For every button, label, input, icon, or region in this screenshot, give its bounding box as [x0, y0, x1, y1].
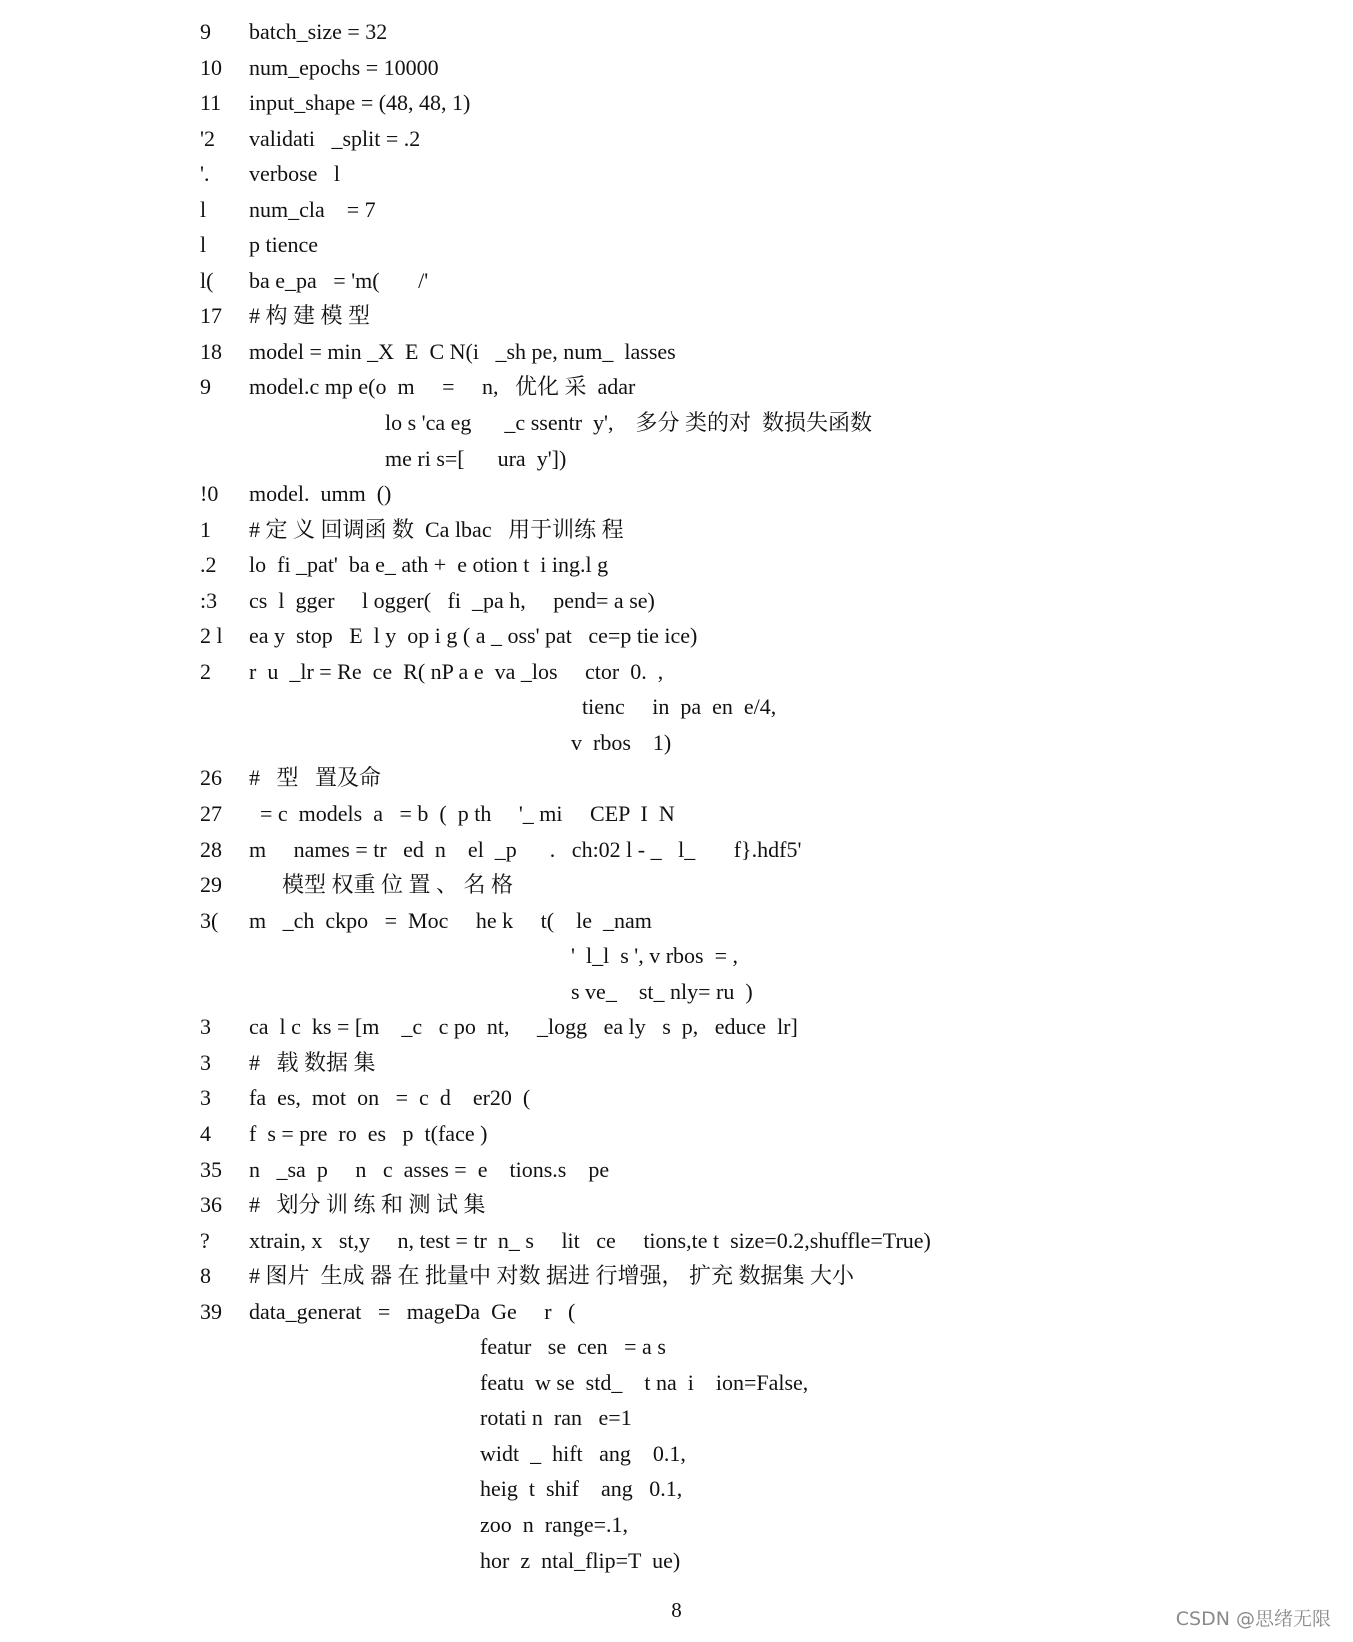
code-text: rotati n ran e=1 — [480, 1405, 632, 1431]
code-text: n _sa p n c asses = e tions.s pe — [249, 1156, 610, 1182]
code-text: zoo n range=.1, — [480, 1511, 629, 1537]
code-text: tienc in pa en e/4, — [571, 694, 777, 720]
code-text: # 载 数据 集 — [249, 1049, 376, 1075]
code-line — [200, 1223, 1330, 1259]
code-text: featur se cen = a s — [480, 1334, 666, 1360]
code-text: cs l gger l ogger( fi _pa h, pend= a se) — [249, 587, 655, 613]
code-line — [200, 547, 1330, 583]
code-line — [200, 405, 1330, 441]
code-line — [200, 938, 1330, 974]
code-line — [200, 1187, 1330, 1223]
code-text: r u _lr = Re ce R( nP a e va _los ctor 0. , — [249, 658, 664, 684]
code-text: # 划分 训 练 和 测 试 集 — [249, 1192, 486, 1218]
code-line — [200, 867, 1330, 903]
line-number: 3 — [200, 1085, 211, 1111]
code-text: num_cla = 7 — [249, 196, 376, 222]
line-number: 26 — [200, 765, 222, 791]
code-line — [200, 1365, 1330, 1401]
code-line — [200, 512, 1330, 548]
line-number: .2 — [200, 552, 217, 578]
watermark: CSDN @思绪无限 — [1175, 1608, 1331, 1630]
code-text: model. umm () — [249, 481, 392, 507]
code-text: me ri s=[ ura y']) — [385, 445, 567, 471]
line-number: 4 — [200, 1120, 211, 1146]
line-number: :3 — [200, 587, 218, 613]
code-line — [200, 689, 1330, 725]
line-number: 9 — [200, 19, 211, 44]
code-text: verbose l — [249, 161, 341, 187]
code-text: hor z ntal_flip=T ue) — [480, 1547, 681, 1573]
code-text: featu w se std_ t na i ion=False, — [480, 1369, 809, 1395]
line-number: 1 — [200, 516, 211, 542]
line-number: 3( — [200, 907, 219, 933]
line-number: 9 — [200, 374, 211, 400]
code-line — [200, 14, 1330, 50]
line-number: 11 — [200, 90, 222, 116]
code-line — [200, 227, 1330, 263]
code-line — [200, 121, 1330, 157]
code-text: v rbos 1) — [571, 729, 672, 755]
code-line — [200, 369, 1330, 405]
code-line — [200, 1471, 1330, 1507]
code-text: model = min _X E C N(i _sh pe, num_ lasses — [249, 338, 676, 364]
code-text: ' l_l s ', v rbos = , — [571, 943, 739, 969]
page-number: 8 — [671, 1598, 682, 1622]
code-text: xtrain, x st,y n, test = tr n_ s lit ce tions,te t size=0.2,shuffle=True) — [249, 1227, 931, 1253]
line-number: 18 — [200, 338, 222, 364]
code-text: m _ch ckpo = Moc he k t( le _nam — [249, 907, 652, 933]
code-text: p tience — [249, 232, 319, 258]
code-text: = c models a = b ( p th '_ mi CEP I N — [249, 801, 675, 827]
code-text: data_generat = mageDa Ge r ( — [249, 1298, 576, 1324]
line-number: 28 — [200, 836, 222, 862]
code-line — [200, 1543, 1330, 1579]
line-number: 3 — [200, 1049, 211, 1075]
line-number: 27 — [200, 801, 222, 827]
code-line — [200, 583, 1330, 619]
code-line — [200, 1258, 1330, 1294]
line-number: 10 — [200, 54, 222, 80]
line-number: 36 — [200, 1192, 222, 1218]
code-line — [200, 192, 1330, 228]
code-line — [200, 156, 1330, 192]
code-line — [200, 1080, 1330, 1116]
line-number: '. — [200, 161, 210, 187]
line-number: l — [200, 196, 207, 222]
code-text: validati _split = .2 — [249, 125, 421, 151]
code-text: ea y stop E l y op i g ( a _ oss' pat ce=p tie ice) — [249, 623, 698, 649]
line-number: ? — [200, 1227, 210, 1253]
code-line — [200, 1009, 1330, 1045]
code-line — [200, 1045, 1330, 1081]
code-line — [200, 1116, 1330, 1152]
code-text: batch_size = 32 — [249, 19, 388, 44]
code-text: s ve_ st_ nly= ru ) — [571, 978, 753, 1004]
code-text: 模型 权重 位 置 、 名 格 — [249, 872, 514, 898]
line-number: !0 — [200, 481, 219, 507]
code-text: # 构 建 模 型 — [249, 303, 371, 329]
code-text: # 型 置及命 — [249, 765, 382, 791]
line-number: '2 — [200, 125, 215, 151]
code-line — [200, 618, 1330, 654]
code-text: input_shape = (48, 48, 1) — [249, 90, 471, 116]
code-text: heig t shif ang 0.1, — [480, 1476, 683, 1502]
code-line — [200, 903, 1330, 939]
line-number: 35 — [200, 1156, 222, 1182]
code-text: ca l c ks = [m _c c po nt, _logg ea ly s p, educe lr] — [249, 1014, 798, 1040]
code-text: lo s 'ca eg _c ssentr y', 多分 类的对 数损失函数 — [385, 410, 872, 436]
code-line — [200, 476, 1330, 512]
line-number: l — [200, 232, 207, 258]
line-number: 2 — [200, 658, 211, 684]
code-line — [200, 832, 1330, 868]
code-text: ba e_pa = 'm( /' — [249, 267, 429, 293]
code-line — [200, 1152, 1330, 1188]
code-text: num_epochs = 10000 — [249, 54, 439, 80]
code-line — [200, 1400, 1330, 1436]
line-number: 29 — [200, 872, 222, 898]
code-line — [200, 796, 1330, 832]
code-line — [200, 263, 1330, 299]
code-text: m names = tr ed n el _p . ch:02 l - _ l_ f}.hdf5' — [249, 836, 802, 862]
line-number: 17 — [200, 303, 222, 329]
code-text: # 定 义 回调函 数 Ca lbac 用于训练 程 — [249, 516, 624, 542]
code-line — [200, 334, 1330, 370]
code-line — [200, 1436, 1330, 1472]
code-line — [200, 725, 1330, 761]
line-number: 3 — [200, 1014, 211, 1040]
code-text: lo fi _pat' ba e_ ath + e otion t i ing.l g — [249, 552, 609, 578]
line-number: 8 — [200, 1263, 211, 1289]
line-number: 39 — [200, 1298, 222, 1324]
code-text: # 图片 生成 器 在 批量中 对数 据进 行增强， 扩充 数据集 大小 — [249, 1263, 855, 1289]
code-line — [200, 1329, 1330, 1365]
code-line — [200, 85, 1330, 121]
code-text: f s = pre ro es p t(face ) — [249, 1120, 488, 1146]
code-line — [200, 760, 1330, 796]
code-text: widt _ hift ang 0.1, — [480, 1440, 686, 1466]
code-line — [200, 441, 1330, 477]
code-line — [200, 1507, 1330, 1543]
code-listing — [200, 14, 1330, 1578]
code-line — [200, 50, 1330, 86]
code-line — [200, 298, 1330, 334]
code-text: model.c mp e(o m = n, 优化 采 adar — [249, 374, 636, 400]
code-line — [200, 654, 1330, 690]
code-line — [200, 1294, 1330, 1330]
line-number: 2 l — [200, 623, 223, 649]
code-line — [200, 974, 1330, 1010]
code-text: fa es, mot on = c d er20 ( — [249, 1085, 531, 1111]
line-number: l( — [200, 267, 214, 293]
